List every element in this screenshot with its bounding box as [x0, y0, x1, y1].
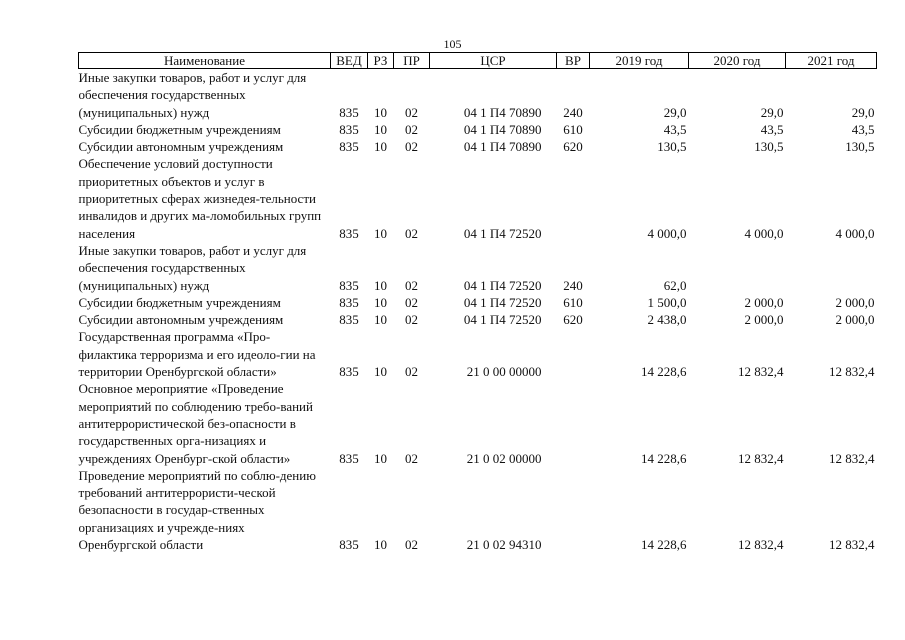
cell-name: Иные закупки товаров, работ и услуг для обеспечения государственных (муниципальных) нужд	[78, 70, 307, 120]
table-row	[79, 380, 877, 466]
table-row	[79, 467, 877, 553]
cell-rz: 10	[374, 104, 387, 120]
cell-2020: 130,5	[754, 139, 784, 155]
cell-vr: 240	[563, 277, 583, 293]
cell-vr: 240	[563, 104, 583, 120]
cell-pr: 02	[405, 294, 418, 310]
header-pr: ПР	[394, 53, 430, 69]
table-row	[79, 294, 877, 311]
cell-vr: 610	[563, 294, 583, 310]
cell-2020: 43,5	[760, 121, 784, 137]
table-header-row	[79, 53, 877, 69]
cell-rz: 10	[374, 450, 387, 466]
cell-2021: 4 000,0	[835, 225, 875, 241]
table-row	[79, 69, 877, 121]
cell-rz: 10	[374, 312, 387, 328]
cell-2019: 29,0	[663, 104, 687, 120]
table-row	[79, 311, 877, 328]
cell-2021: 29,0	[851, 104, 875, 120]
cell-pr: 02	[405, 225, 418, 241]
cell-name: Субсидии бюджетным учреждениям	[78, 294, 281, 310]
cell-2020: 29,0	[760, 104, 784, 120]
table-row	[79, 328, 877, 380]
cell-2019: 14 228,6	[641, 364, 687, 380]
cell-pr: 02	[405, 312, 418, 328]
cell-2021: 2 000,0	[835, 294, 875, 310]
cell-rz: 10	[374, 294, 387, 310]
cell-pr: 02	[405, 104, 418, 120]
cell-ved: 835	[339, 294, 359, 310]
cell-ved: 835	[339, 312, 359, 328]
cell-vr: 610	[563, 121, 583, 137]
header-2020: 2020 год	[689, 53, 786, 69]
budget-table	[78, 52, 877, 553]
cell-rz: 10	[374, 139, 387, 155]
cell-rz: 10	[374, 277, 387, 293]
cell-pr: 02	[405, 537, 418, 553]
cell-name: Субсидии автономным учреждениям	[78, 312, 284, 328]
cell-2020: 12 832,4	[738, 450, 784, 466]
cell-2020: 12 832,4	[738, 364, 784, 380]
cell-name: Проведение мероприятий по соблю-дению требований антитеррористи-ческой безопасности в государ-ственных организациях и учрежде-ниях Оренбургской области	[78, 467, 316, 553]
cell-ved: 835	[339, 104, 359, 120]
cell-2019: 14 228,6	[641, 537, 687, 553]
cell-ved: 835	[339, 364, 359, 380]
cell-rz: 10	[374, 121, 387, 137]
cell-2019: 62,0	[663, 277, 687, 293]
cell-2021: 12 832,4	[829, 450, 875, 466]
cell-ved: 835	[339, 450, 359, 466]
cell-pr: 02	[405, 364, 418, 380]
cell-csr: 04 1 П4 72520	[463, 312, 542, 328]
cell-pr: 02	[405, 139, 418, 155]
header-ved: ВЕД	[331, 53, 368, 69]
header-rz: РЗ	[368, 53, 394, 69]
cell-csr: 21 0 02 00000	[466, 450, 542, 466]
cell-pr: 02	[405, 277, 418, 293]
cell-csr: 04 1 П4 70890	[463, 121, 542, 137]
cell-2021: 130,5	[845, 139, 875, 155]
header-name: Наименование	[79, 53, 331, 69]
cell-name: Субсидии автономным учреждениям	[78, 139, 284, 155]
cell-csr: 04 1 П4 72520	[463, 277, 542, 293]
cell-vr	[557, 467, 590, 553]
cell-2021: 12 832,4	[829, 364, 875, 380]
cell-2019: 43,5	[663, 121, 687, 137]
cell-ved: 835	[339, 277, 359, 293]
header-2021: 2021 год	[786, 53, 877, 69]
cell-2021: 12 832,4	[829, 537, 875, 553]
cell-csr: 04 1 П4 70890	[463, 104, 542, 120]
cell-2021: 43,5	[851, 121, 875, 137]
cell-vr	[557, 328, 590, 380]
table-row	[79, 155, 877, 241]
cell-name: Субсидии бюджетным учреждениям	[78, 121, 281, 137]
cell-2019: 4 000,0	[647, 225, 687, 241]
cell-rz: 10	[374, 537, 387, 553]
cell-pr: 02	[405, 450, 418, 466]
cell-pr: 02	[405, 121, 418, 137]
cell-2020: 4 000,0	[744, 225, 784, 241]
cell-vr: 620	[563, 312, 583, 328]
cell-ved: 835	[339, 537, 359, 553]
page-number: 105	[443, 37, 462, 51]
cell-2020	[689, 242, 786, 294]
cell-2019: 130,5	[657, 139, 687, 155]
cell-name: Государственная программа «Про-филактика терроризма и его идеоло-гии на территории Оренбургской области»	[78, 329, 316, 380]
cell-csr: 04 1 П4 72520	[463, 225, 542, 241]
cell-csr: 21 0 00 00000	[466, 364, 542, 380]
cell-csr: 21 0 02 94310	[466, 537, 542, 553]
cell-ved: 835	[339, 225, 359, 241]
cell-csr: 04 1 П4 70890	[463, 139, 542, 155]
cell-2019: 1 500,0	[647, 294, 687, 310]
header-2019: 2019 год	[590, 53, 689, 69]
cell-2019: 14 228,6	[641, 450, 687, 466]
cell-csr: 04 1 П4 72520	[463, 294, 542, 310]
cell-2021: 2 000,0	[835, 312, 875, 328]
table-row	[79, 138, 877, 155]
cell-ved: 835	[339, 121, 359, 137]
header-csr: ЦСР	[430, 53, 557, 69]
cell-name: Иные закупки товаров, работ и услуг для обеспечения государственных (муниципальных) нужд	[78, 242, 307, 293]
cell-2021	[786, 242, 877, 294]
cell-2020: 2 000,0	[744, 294, 784, 310]
cell-vr: 620	[563, 139, 583, 155]
cell-2020: 2 000,0	[744, 312, 784, 328]
cell-rz: 10	[374, 225, 387, 241]
cell-name: Обеспечение условий доступности приоритетных объектов и услуг в приоритетных сферах жизнедея-тельности инвалидов и других ма-ломобильных групп населения	[78, 156, 322, 241]
cell-rz: 10	[374, 364, 387, 380]
cell-2020: 12 832,4	[738, 537, 784, 553]
table-row	[79, 242, 877, 294]
header-vr: ВР	[557, 53, 590, 69]
cell-ved: 835	[339, 139, 359, 155]
cell-2019: 2 438,0	[647, 312, 687, 328]
table-row	[79, 121, 877, 138]
cell-vr	[557, 380, 590, 466]
cell-name: Основное мероприятие «Проведение мероприятий по соблюдению требо-ваний антитеррористической без-опасности в государственных орга-низациях и учреждениях Оренбург-ской области»	[78, 381, 313, 466]
cell-vr	[557, 155, 590, 241]
